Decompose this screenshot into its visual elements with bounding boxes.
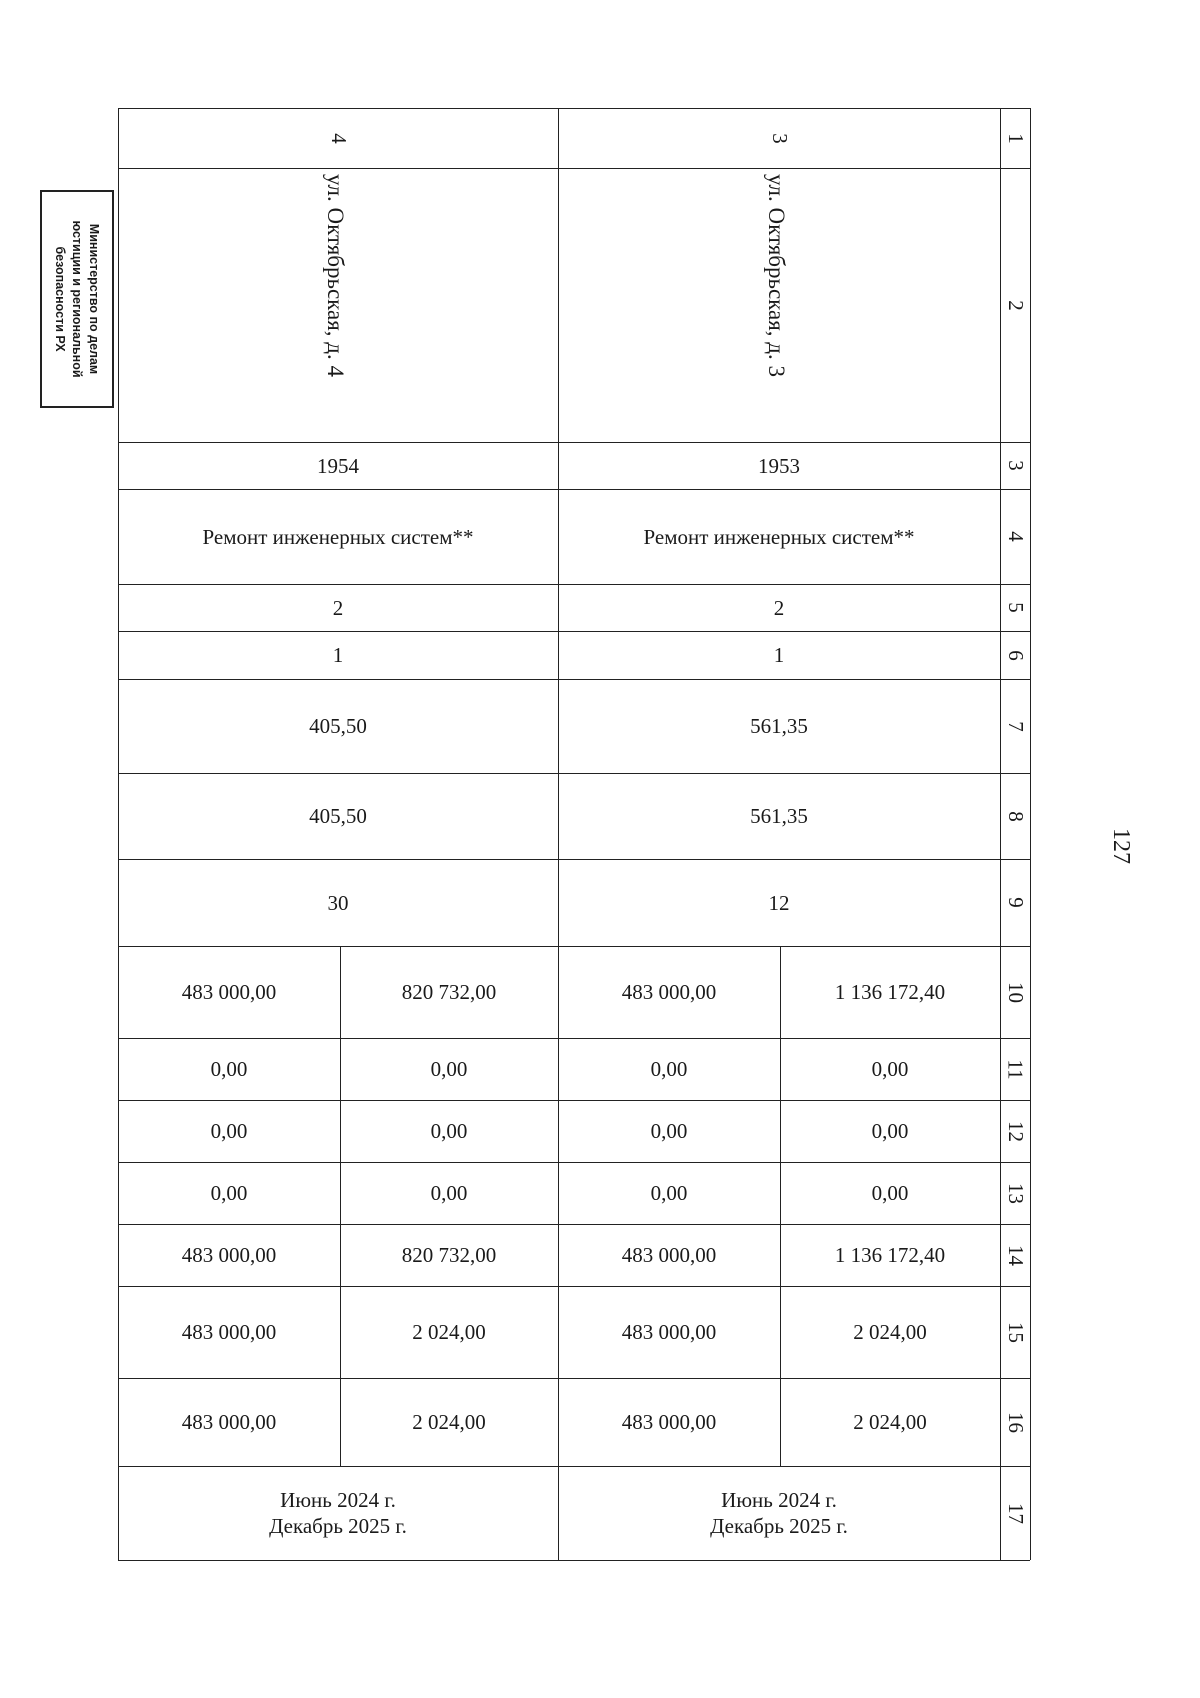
table-cell: 0,00	[650, 1057, 688, 1081]
period-cell	[118, 1466, 558, 1560]
table-cell: 483 000,00	[181, 1243, 277, 1267]
row-number: 1	[1003, 132, 1028, 144]
row-number: 5	[1003, 602, 1028, 613]
table-cell: 2	[773, 595, 785, 620]
work-type-cell: Ремонт инженерных систем**	[202, 524, 474, 549]
table-cell: 2 024,00	[853, 1410, 927, 1434]
table-cell: 483 000,00	[181, 1410, 277, 1434]
table-cell: 483 000,00	[181, 980, 277, 1004]
table-cell: 1 136 172,40	[834, 1243, 946, 1267]
row-number: 17	[1003, 1502, 1028, 1524]
stamp-line: Министерство по делам	[87, 223, 102, 375]
table-cell: 483 000,00	[181, 1320, 277, 1344]
year-cell: 1953	[758, 453, 800, 478]
row-number: 2	[1003, 299, 1028, 311]
row-number: 12	[1003, 1120, 1028, 1142]
table-cell: 405,50	[309, 714, 367, 738]
table-cell: 0,00	[430, 1181, 468, 1205]
table-cell: 561,35	[750, 804, 808, 828]
row-number: 10	[1003, 981, 1028, 1003]
stamp-line: юстиции и региональной	[70, 220, 85, 378]
address-cell: ул. Октябрьская, д. 4	[323, 174, 348, 377]
table-cell: 1	[773, 643, 785, 667]
row-number: 15	[1003, 1321, 1028, 1343]
row-number: 7	[1003, 720, 1028, 732]
year-cell: 1954	[317, 453, 359, 478]
table-cell: 1 136 172,40	[834, 980, 946, 1004]
table-cell: 483 000,00	[621, 980, 717, 1004]
address-cell: ул. Октябрьская, д. 3	[764, 174, 789, 377]
table-cell: 0,00	[430, 1057, 468, 1081]
table-cell: 0,00	[871, 1057, 909, 1081]
table-cell: 405,50	[309, 804, 367, 828]
table-cell: 820 732,00	[401, 1243, 497, 1267]
row-number: 8	[1003, 810, 1028, 822]
work-type-cell: Ремонт инженерных систем**	[643, 524, 915, 549]
period-start: Июнь 2024 г.	[721, 1488, 837, 1512]
table-cell: 2 024,00	[412, 1410, 486, 1434]
record-number: 3	[767, 132, 792, 144]
table-cell: 0,00	[210, 1181, 248, 1205]
table-cell: 30	[327, 890, 349, 915]
table-cell: 0,00	[871, 1181, 909, 1205]
stamp-line: безопасности РХ	[53, 246, 68, 352]
period-cell	[558, 1466, 1000, 1560]
table-cell: 0,00	[650, 1119, 688, 1143]
table-cell: 2	[332, 595, 344, 620]
row-number: 4	[1003, 531, 1028, 542]
row-number: 6	[1003, 649, 1028, 661]
record-number: 4	[326, 132, 351, 144]
table-cell: 0,00	[210, 1119, 248, 1143]
table-cell: 0,00	[430, 1119, 468, 1143]
period-end: Декабрь 2025 г.	[710, 1514, 848, 1538]
table-cell: 1	[332, 643, 344, 667]
table-cell: 0,00	[871, 1119, 909, 1143]
table-cell: 561,35	[750, 714, 808, 738]
row-number: 3	[1003, 460, 1028, 471]
row-number: 14	[1003, 1244, 1028, 1266]
table-cell: 2 024,00	[412, 1320, 486, 1344]
row-number: 11	[1003, 1058, 1028, 1080]
row-number: 16	[1003, 1411, 1028, 1433]
table-cell: 2 024,00	[853, 1320, 927, 1344]
table-cell: 12	[768, 890, 790, 915]
period-end: Декабрь 2025 г.	[269, 1514, 407, 1538]
program-table	[118, 108, 1030, 1560]
period-start: Июнь 2024 г.	[280, 1488, 396, 1512]
table-cell: 483 000,00	[621, 1320, 717, 1344]
row-number: 13	[1003, 1182, 1028, 1204]
table-cell: 483 000,00	[621, 1243, 717, 1267]
row-number: 9	[1003, 897, 1028, 908]
table-cell: 820 732,00	[401, 980, 497, 1004]
table-cell: 0,00	[650, 1181, 688, 1205]
table-cell: 0,00	[210, 1057, 248, 1081]
table-cell: 483 000,00	[621, 1410, 717, 1434]
registration-stamp	[40, 190, 114, 408]
